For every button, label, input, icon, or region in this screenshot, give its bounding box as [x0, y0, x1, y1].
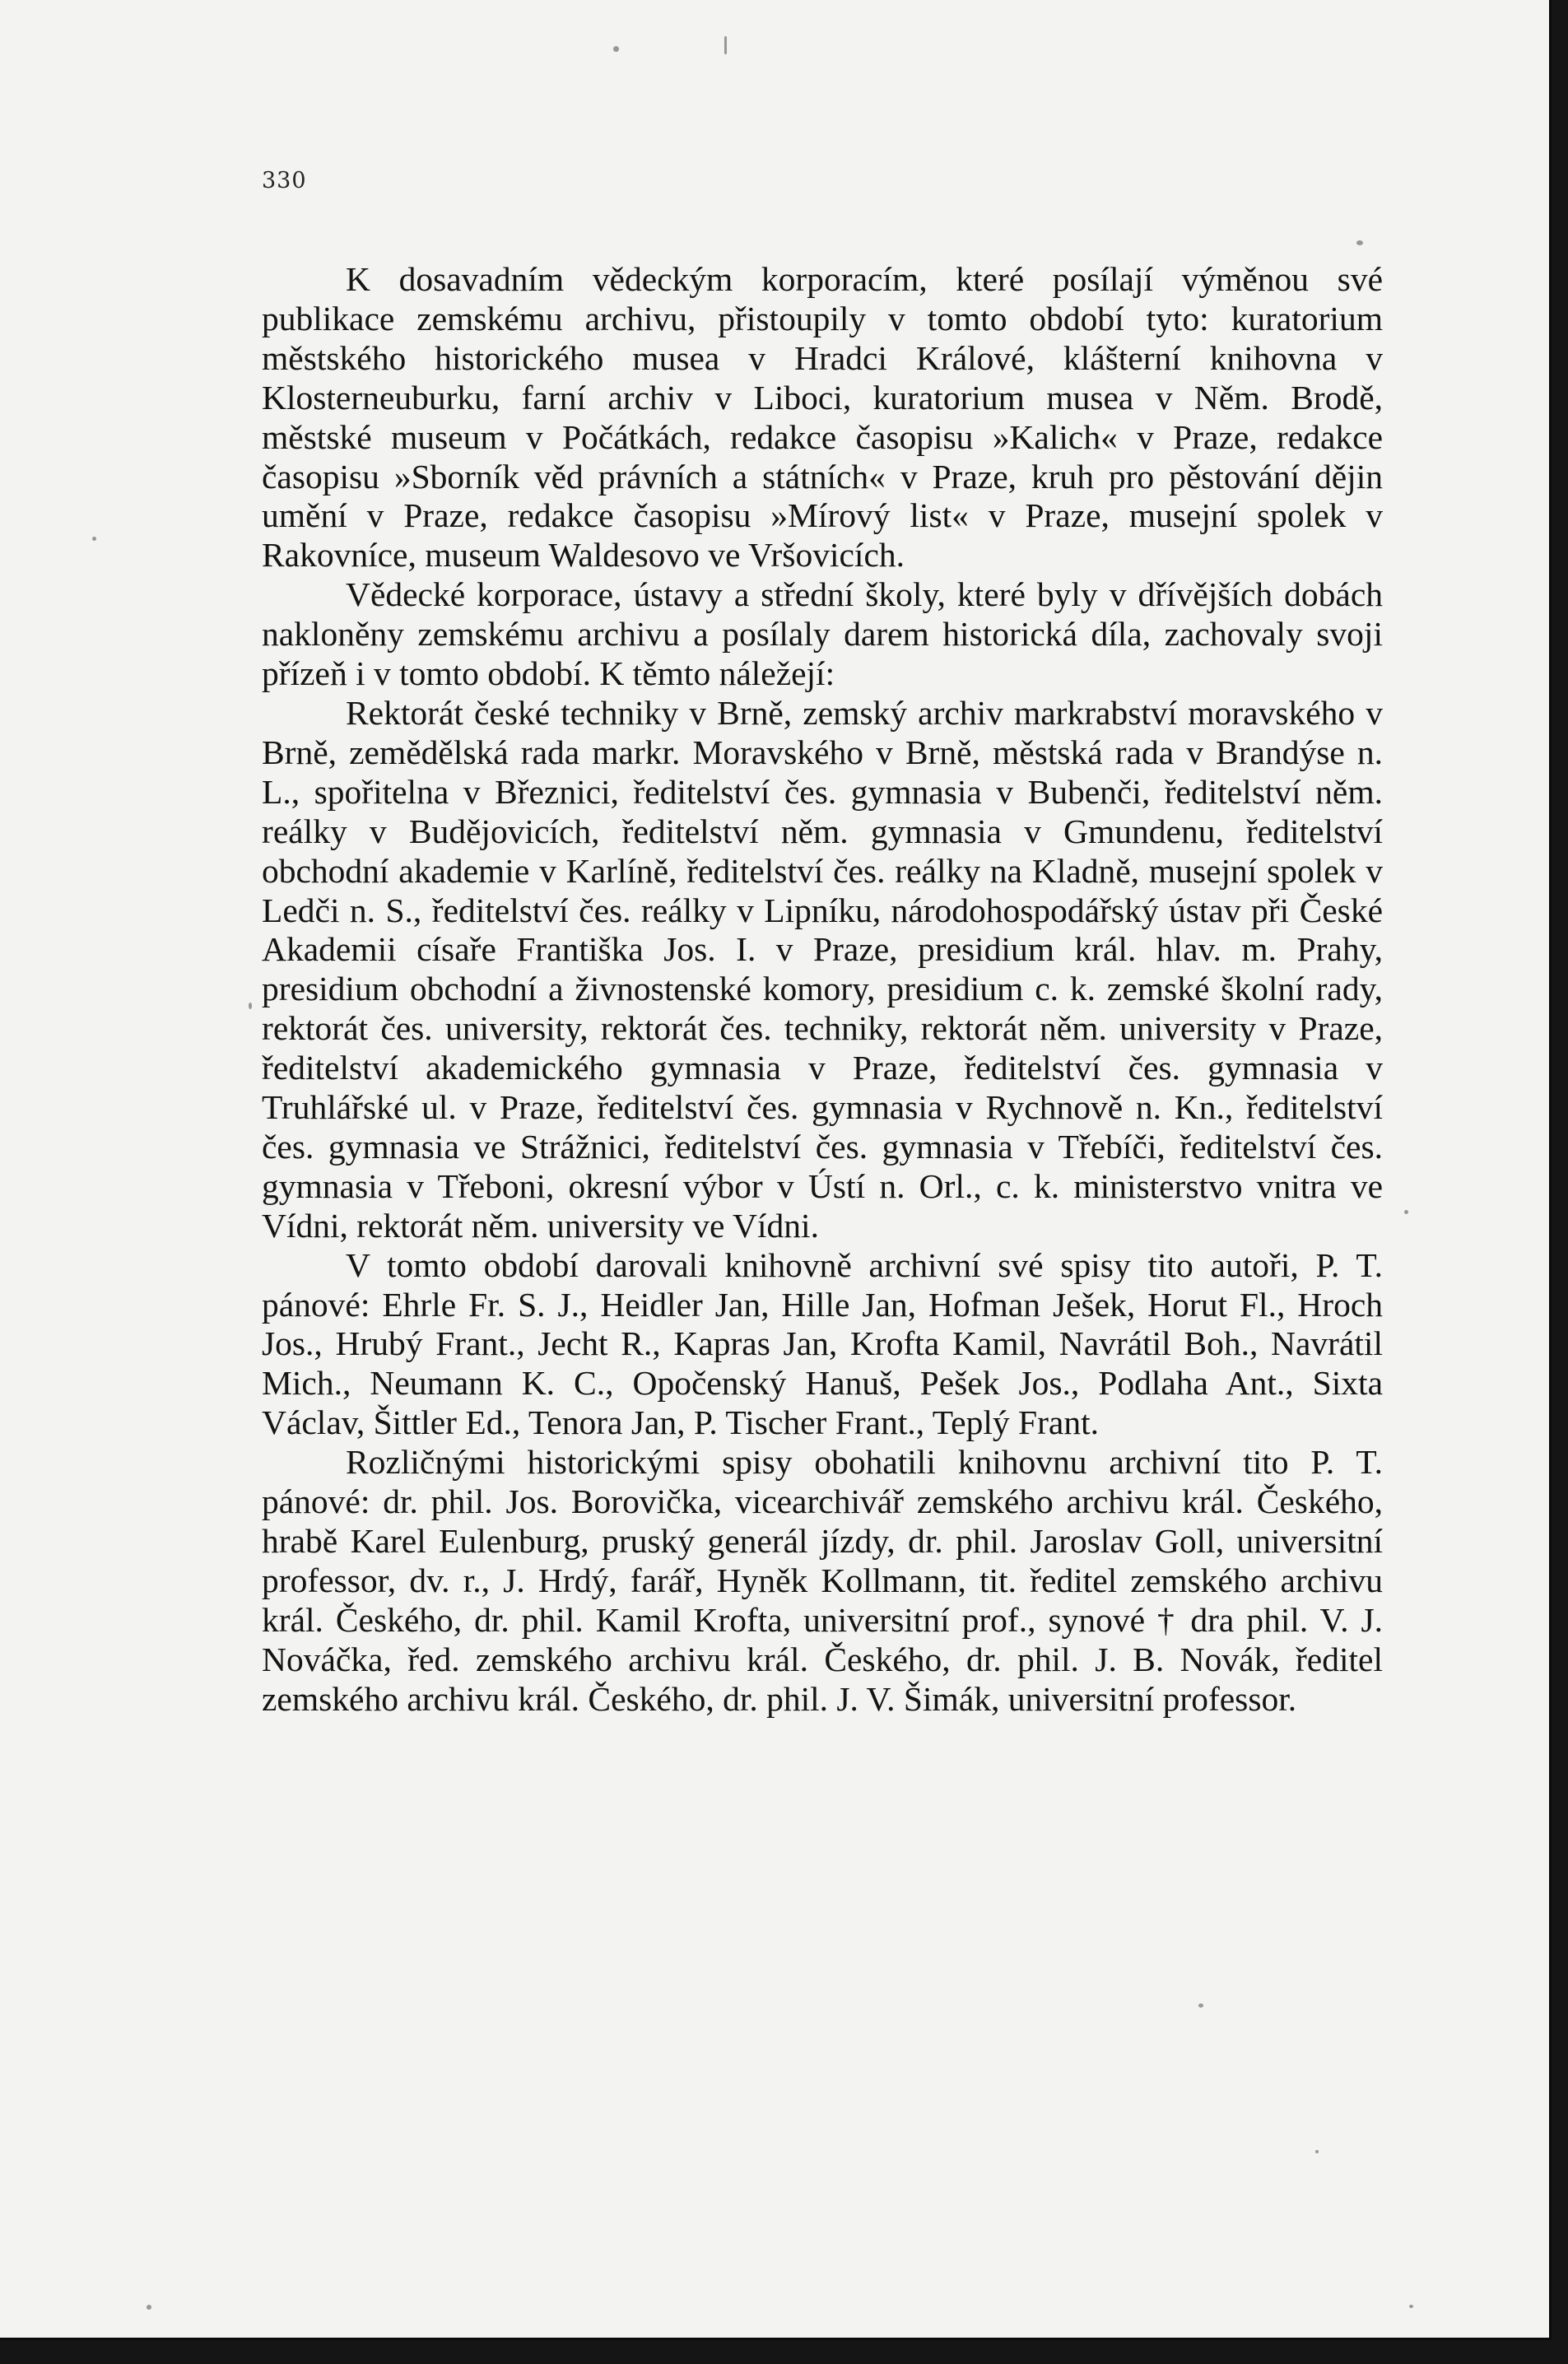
scan-speck — [1404, 1210, 1408, 1214]
scan-speck — [1315, 2150, 1319, 2153]
scan-speck — [92, 537, 96, 541]
scan-speck — [147, 2305, 151, 2310]
paragraph-historical-donations: Rozličnými historickými spisy obohatili knihovnu archivní tito P. T. pánové: dr. phil. Jos. Borovička, vicearchivář zemského archivu král. Českého, hrabě Karel Eulenburg, pruský generál jízdy, dr. phil. Jaroslav Goll, universitní professor, dv. r., J. Hrdý, farář, Hyněk Kollmann, tit. ředitel zemského archivu král. Českého, dr. phil. Kamil Krofta, universitní prof., synové † dra phil. V. J. Nováčka, řed. zemského archivu král. Českého, dr. phil. J. B. Novák, ředitel zemského archivu král. Českého, dr. phil. J. V. Šimák, universitní professor. — [262, 1443, 1383, 1718]
paragraph-institution-list: Rektorát české techniky v Brně, zemský archiv markrabství moravského v Brně, zemědělská rada markr. Moravského v Brně, městská rada v Brandýse n. L., spořitelna v Březnici, ředitelství čes. gymnasia v Bubenči, ředitelství něm. reálky v Budějovicích, ředitelství něm. gymnasia v Gmundenu, ředitelství obchodní akademie v Karlíně, ředitelství čes. reálky na Kladně, musejní spolek v Ledči n. S., ředitelství čes. reálky v Lipníku, národohospodářský ústav při České Akademii císaře Františka Jos. I. v Praze, presidium král. hlav. m. Prahy, presidium obchodní a živnostenské komory, presidium c. k. zemské školní rady, rektorát čes. university, rektorát čes. techniky, rektorát něm. university v Praze, ředitelství akademického gymnasia v Praze, ředitelství čes. gymnasia v Truhlářské ul. v Praze, ředitelství čes. gymnasia v Rychnově n. Kn., ředitelství čes. gymnasia ve Strážnici, ředitelství čes. gymnasia v Třebíči, ředitelství čes. gymnasia v Třeboni, okresní výbor v Ústí n. Orl., c. k. ministerstvo vnitra ve Vídni, rektorát něm. university ve Vídni. — [262, 693, 1383, 1245]
body-text — [262, 260, 1383, 1719]
paragraph-author-donations: V tomto období darovali knihovně archivní své spisy tito autoři, P. T. pánové: Ehrle Fr. S. J., Heidler Jan, Hille Jan, Hofman Ješek, Horut Fl., Hroch Jos., Hrubý Frant., Jecht R., Kapras Jan, Krofta Kamil, Navrátil Boh., Navrátil Mich., Neumann K. C., Opočenský Hanuš, Pešek Jos., Podlaha Ant., Sixta Václav, Šittler Ed., Tenora Jan, P. Tischer Frant., Teplý Frant. — [262, 1245, 1383, 1442]
paragraph-new-corporations: K dosavadním vědeckým korporacím, které posílají výměnou své publikace zemskému archivu, přistoupily v tomto období tyto: kuratorium městského historického musea v Hradci Králové, klášterní knihovna v Klosterneuburku, farní archiv v Liboci, kuratorium musea v Něm. Brodě, městské museum v Počátkách, redakce časopisu »Kalich« v Praze, redakce časopisu »Sborník věd právních a státních« v Praze, kruh pro pěstování dějin umění v Praze, redakce časopisu »Mírový list« v Praze, musejní spolek v Rakovníce, museum Waldesovo ve Vršovicích. — [262, 260, 1383, 575]
scan-speck — [613, 46, 619, 52]
scan-speck — [249, 1003, 252, 1009]
scan-speck — [1198, 2003, 1203, 2008]
scan-speck — [724, 36, 727, 54]
paragraph-continuing-corporations: Vědecké korporace, ústavy a střední školy, které byly v dřívějších dobách nakloněny zemskému archivu a posílaly darem historická díla, zachovaly svoji přízeň i v tomto období. K těmto náležejí: — [262, 575, 1383, 693]
page-number: 330 — [262, 168, 307, 193]
scan-speck — [1409, 2305, 1413, 2308]
scan-speck — [1356, 240, 1363, 245]
